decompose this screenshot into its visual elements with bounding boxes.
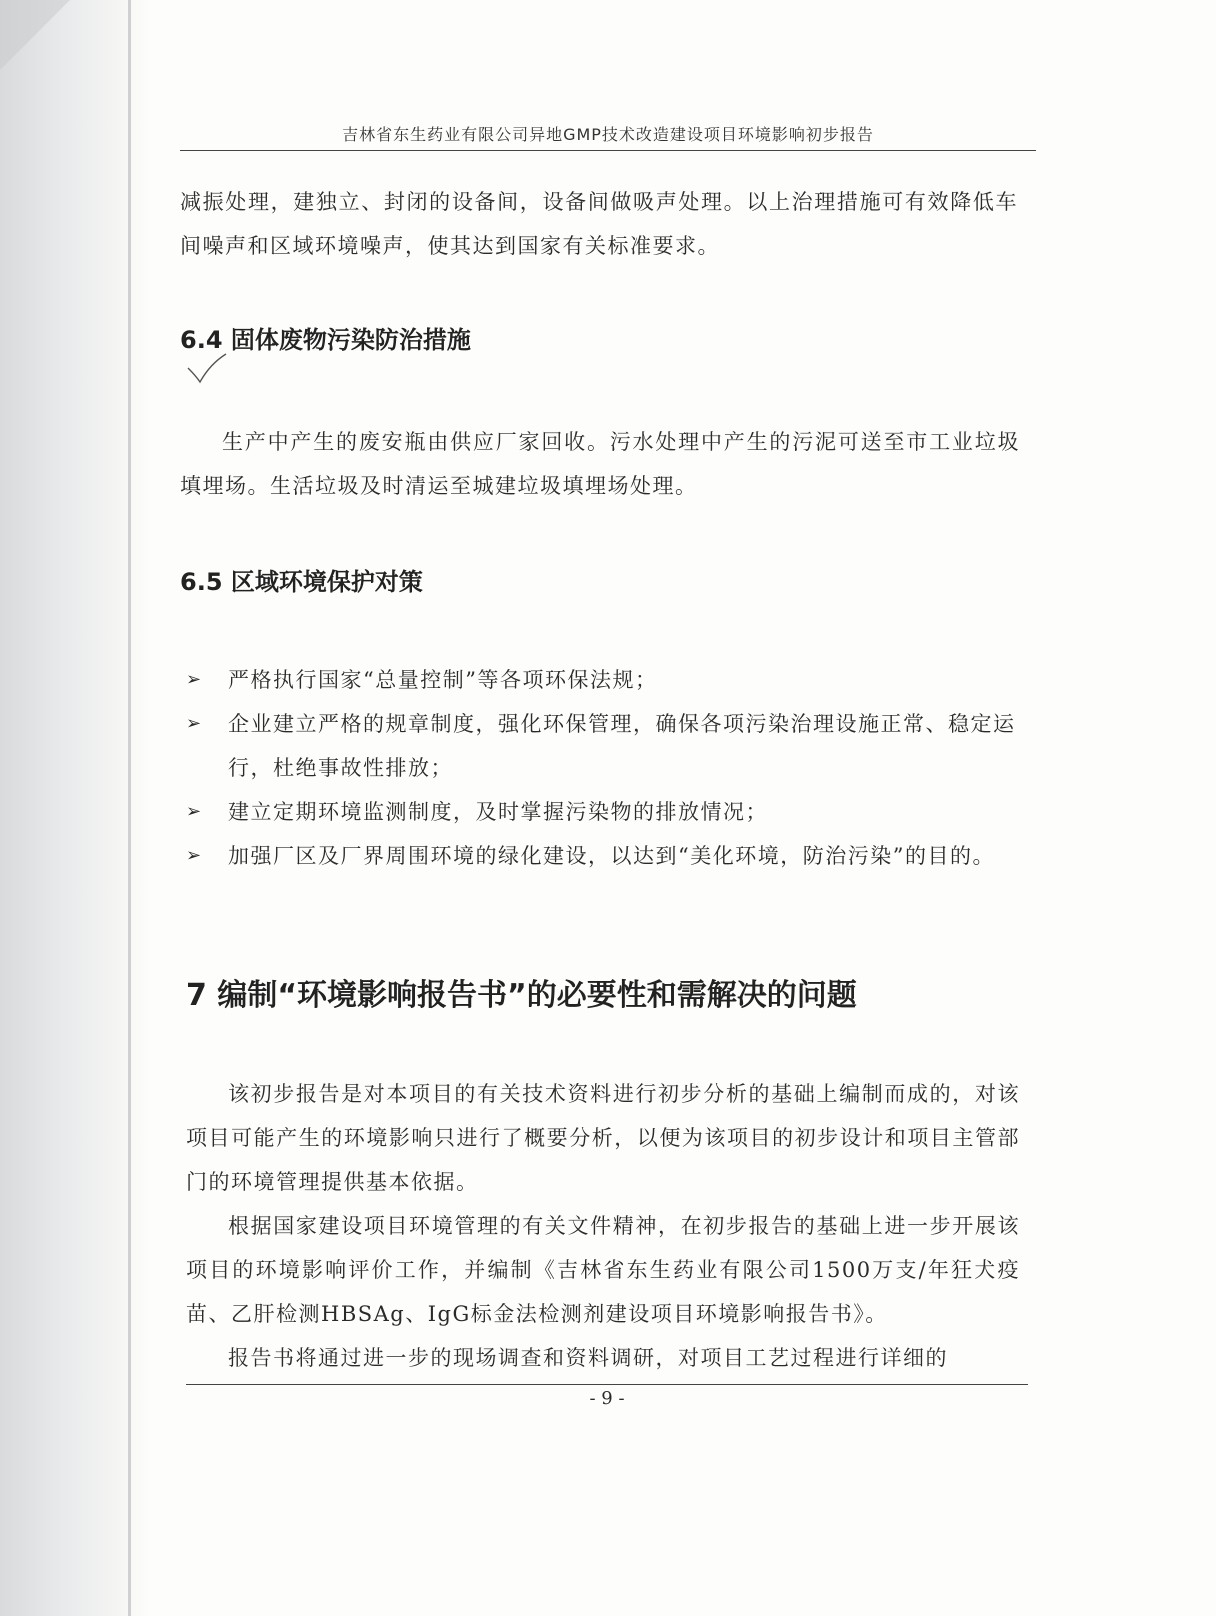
paragraph-report-basis: 该初步报告是对本项目的有关技术资料进行初步分析的基础上编制而成的，对该项目可能产生的环境影响只进行了概要分析，以便为该项目的初步设计和项目主管部门的环境管理提供基本依据。 xyxy=(186,1082,1020,1194)
list-item-text: 建立定期环境监测制度，及时掌握污染物的排放情况； xyxy=(228,800,768,824)
paragraph-report-continue: 报告书将通过进一步的现场调查和资料调研，对项目工艺过程进行详细的 xyxy=(228,1346,948,1370)
page-number: - 9 - xyxy=(589,1388,625,1409)
list-item-text: 严格执行国家“总量控制”等各项环保法规； xyxy=(228,668,658,692)
footer-rule xyxy=(186,1384,1028,1385)
list-item xyxy=(186,702,1026,790)
bullet-arrow-icon: ➢ xyxy=(186,669,203,690)
list-item xyxy=(186,658,1026,702)
list-item-text: 企业建立严格的规章制度，强化环保管理，确保各项污染治理设施正常、稳定运行，杜绝事故性排放； xyxy=(228,712,1016,780)
heading-6-5: 6.5 区域环境保护对策 xyxy=(180,568,423,596)
heading-6-4: 6.4 固体废物污染防治措施 xyxy=(180,326,471,354)
bullet-arrow-icon: ➢ xyxy=(186,801,203,822)
page-corner-fold xyxy=(0,0,70,70)
running-header: 吉林省东生药业有限公司异地GMP技术改造建设项目环境影响初步报告 xyxy=(342,125,874,144)
paragraph-report-plan: 根据国家建设项目环境管理的有关文件精神，在初步报告的基础上进一步开展该项目的环境影响评价工作，并编制《吉林省东生药业有限公司1500万支/年狂犬疫苗、乙肝检测HBSAg、IgG标金法检测剂建设项目环境影响报告书》。 xyxy=(186,1214,1020,1326)
list-item-text: 加强厂区及厂界周围环境的绿化建设，以达到“美化环境，防治污染”的目的。 xyxy=(228,844,995,868)
handwritten-check-icon xyxy=(186,352,230,388)
paragraph-noise-measures: 减振处理，建独立、封闭的设备间，设备间做吸声处理。以上治理措施可有效降低车间噪声和区域环境噪声，使其达到国家有关标准要求。 xyxy=(180,190,1018,258)
list-item xyxy=(186,834,1026,878)
binding-crease xyxy=(128,0,131,1616)
header-rule xyxy=(180,150,1036,151)
paragraph-solid-waste: 生产中产生的废安瓶由供应厂家回收。污水处理中产生的污泥可送至市工业垃圾填埋场。生活垃圾及时清运至城建垃圾填埋场处理。 xyxy=(180,430,1020,498)
list-item xyxy=(186,790,1026,834)
bullet-arrow-icon: ➢ xyxy=(186,713,203,734)
heading-7: 7 编制“环境影响报告书”的必要性和需解决的问题 xyxy=(186,978,857,1013)
bullet-arrow-icon: ➢ xyxy=(186,845,203,866)
